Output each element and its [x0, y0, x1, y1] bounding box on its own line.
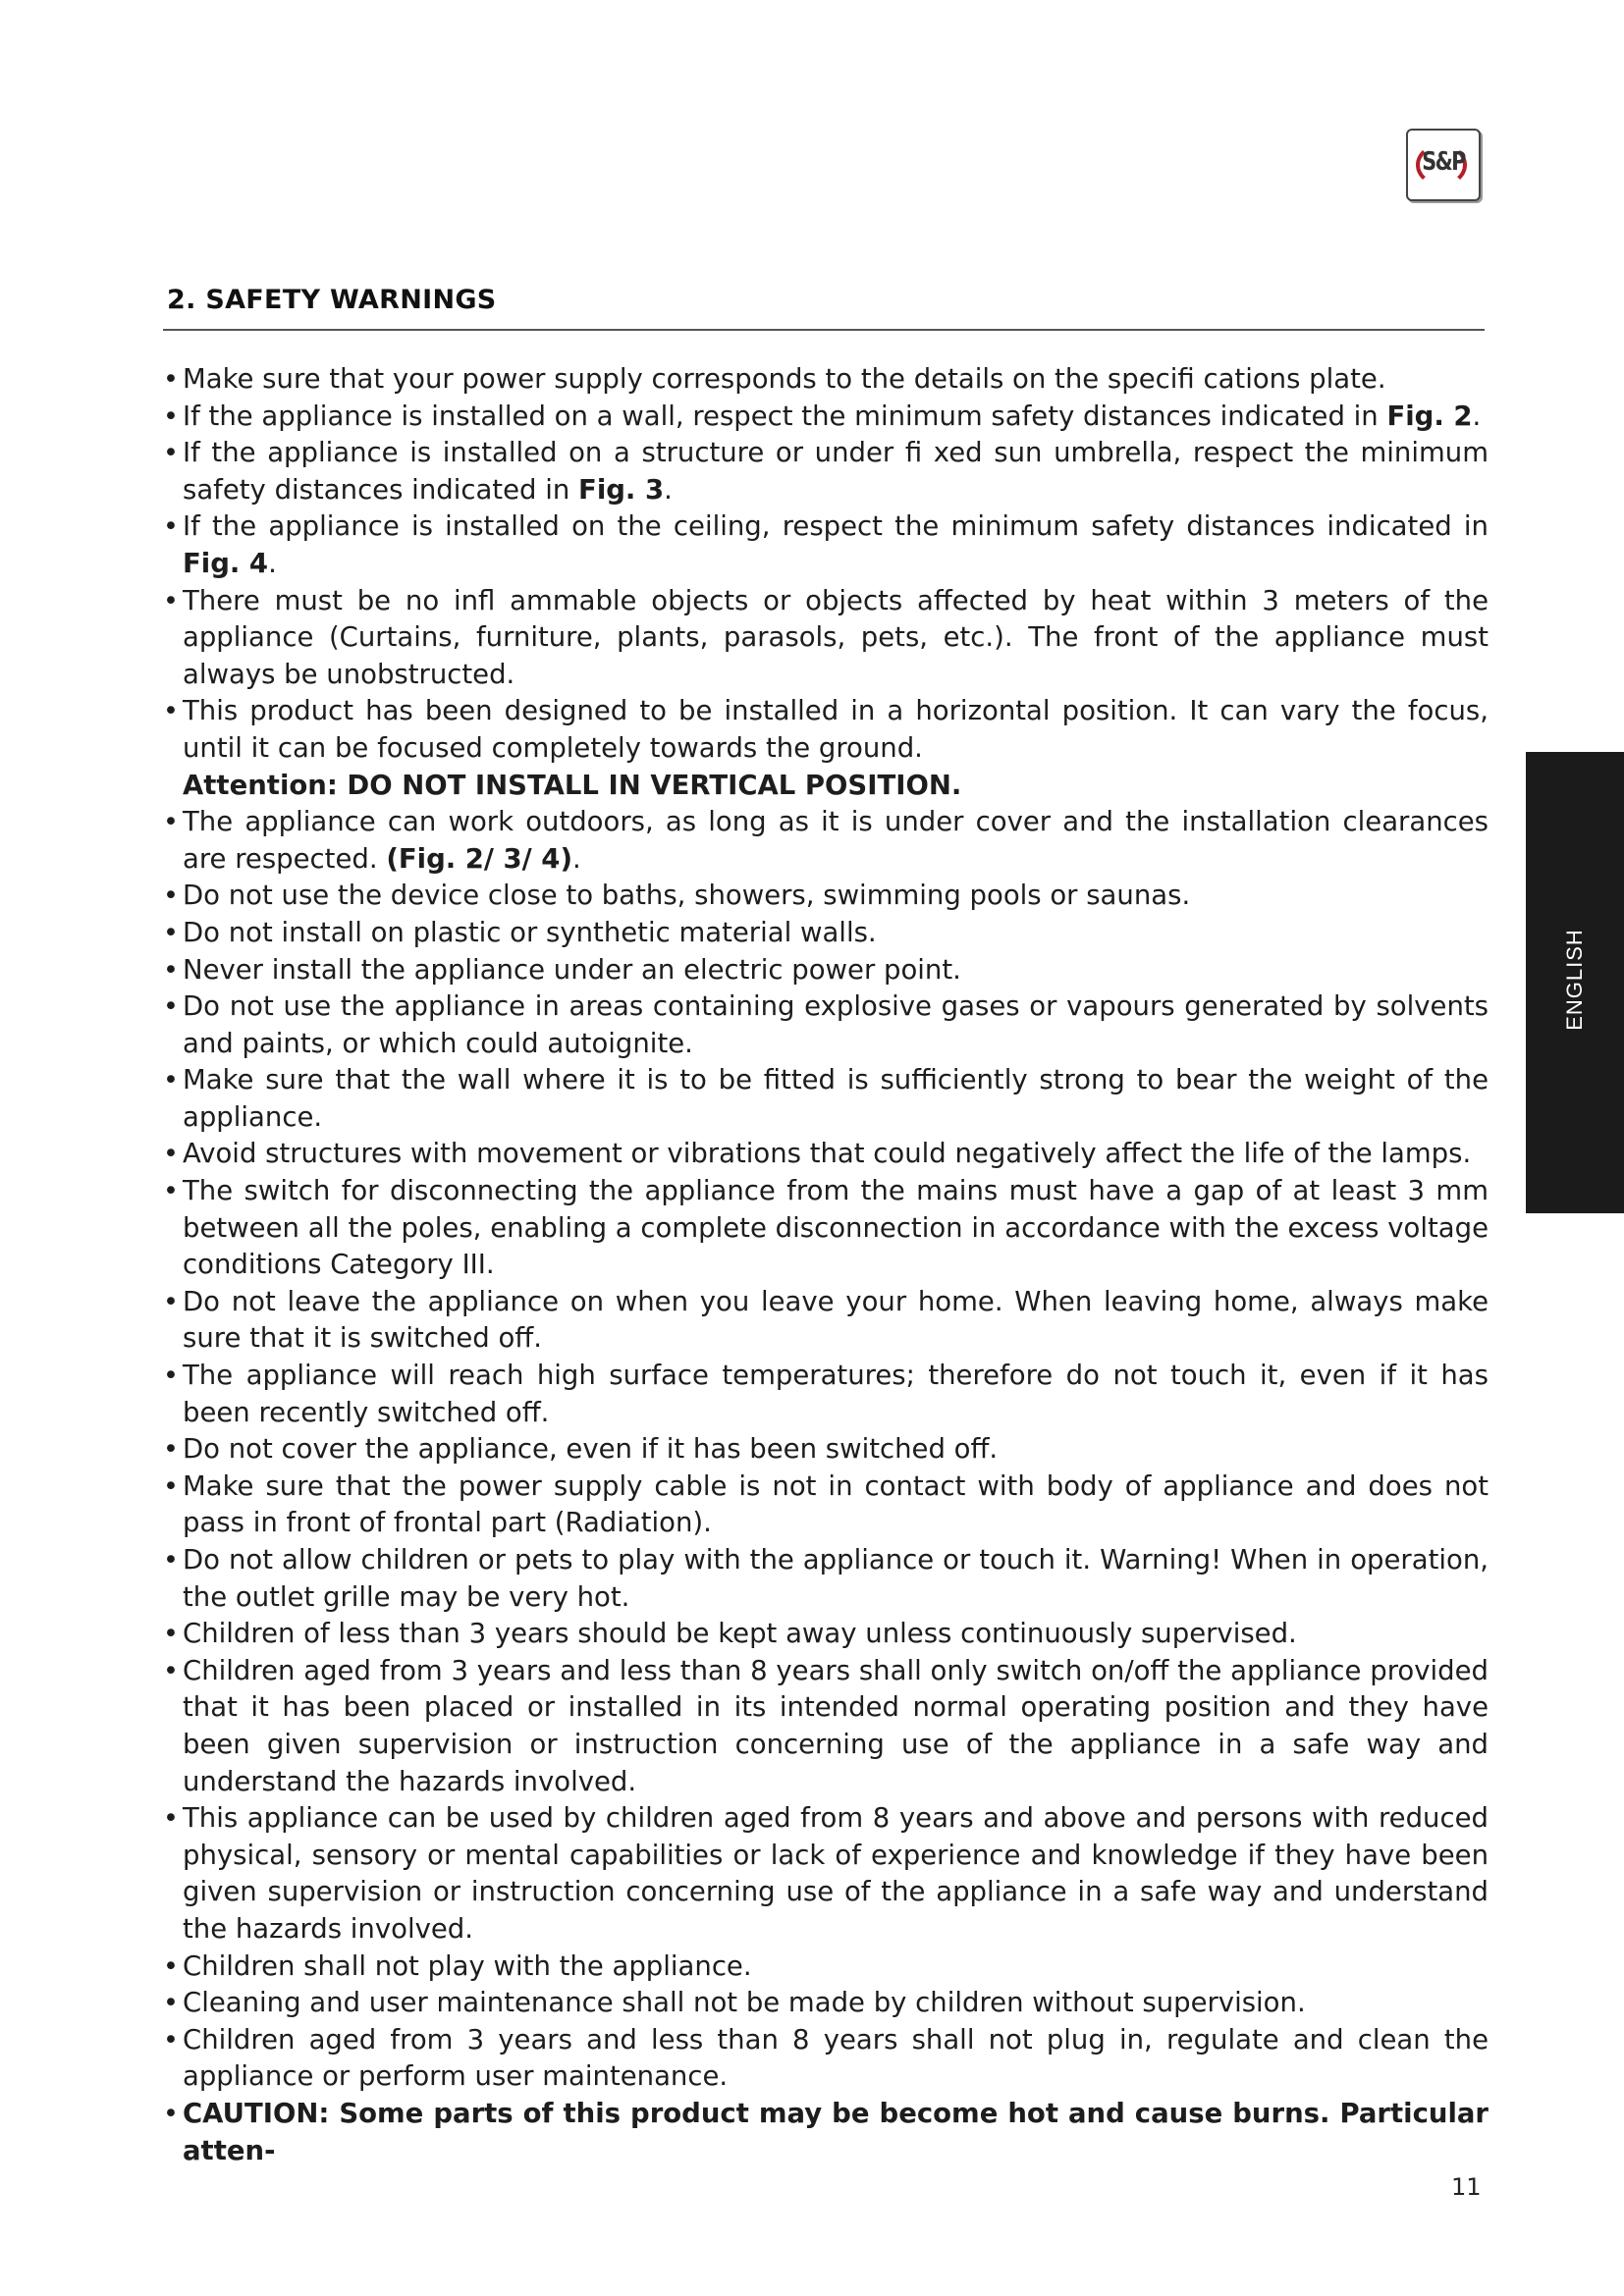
logo-text: S&P: [1422, 147, 1465, 177]
title-divider: [163, 329, 1485, 331]
warning-item: • Children of less than 3 years should be kept away unless continuously supervised.: [163, 1616, 1489, 1653]
warning-item: • If the appliance is installed on a wall, respect the minimum safety distances indicated in Fig. 2.: [163, 399, 1489, 436]
warning-item: • This appliance can be used by children aged from 8 years and above and persons with reduced physical, sensory or mental capabilities or lack of experience and knowledge if they have been given supervision or instruction concerning use of the appliance in a safe way and understand the hazards involved.: [163, 1800, 1489, 1948]
warning-item: • The appliance can work outdoors, as long as it is under cover and the installation clearances are respected. (Fig. 2/ 3/ 4).: [163, 804, 1489, 878]
warning-item: • This product has been designed to be installed in a horizontal position. It can vary the focus, until it can be focused completely towards the ground.: [163, 693, 1489, 767]
warning-item: • Do not use the appliance in areas containing explosive gases or vapours generated by solvents and paints, or which could autoignite.: [163, 988, 1489, 1062]
warning-item: • Do not cover the appliance, even if it has been switched off.: [163, 1431, 1489, 1468]
warning-item: • Children shall not play with the appliance.: [163, 1949, 1489, 1986]
warning-item: • Do not install on plastic or synthetic material walls.: [163, 915, 1489, 952]
attention-note: Attention: DO NOT INSTALL IN VERTICAL POSITION.: [183, 769, 962, 801]
warning-item: • Make sure that your power supply corresponds to the details on the specifi cations plate.: [163, 361, 1489, 399]
warning-item: • Children aged from 3 years and less than 8 years shall only switch on/off the appliance provided that it has been placed or installed in its intended normal operating position and they have been given supervision or instruction concerning use of the appliance in a safe way and understand the hazards involved.: [163, 1653, 1489, 1800]
warning-item: • If the appliance is installed on the ceiling, respect the minimum safety distances indicated in Fig. 4.: [163, 508, 1489, 582]
warning-item: • Do not allow children or pets to play with the appliance or touch it. Warning! When in operation, the outlet grille may be very hot.: [163, 1542, 1489, 1616]
warning-item: • The switch for disconnecting the appliance from the mains must have a gap of at least 3 mm between all the poles, enabling a complete disconnection in accordance with the excess voltage conditions Category III.: [163, 1173, 1489, 1284]
warning-item: • Children aged from 3 years and less than 8 years shall not plug in, regulate and clean the appliance or perform user maintenance.: [163, 2022, 1489, 2096]
warning-item: • Do not leave the appliance on when you leave your home. When leaving home, always make sure that it is switched off.: [163, 1284, 1489, 1358]
warning-item: • Make sure that the wall where it is to be fitted is sufficiently strong to bear the weight of the appliance.: [163, 1062, 1489, 1136]
warning-item: • There must be no infl ammable objects or objects affected by heat within 3 meters of the appliance (Curtains, furniture, plants, parasols, pets, etc.). The front of the appliance must always be unobstructed.: [163, 583, 1489, 694]
language-side-tab: [1526, 752, 1624, 1213]
warning-item: • If the appliance is installed on a structure or under fi xed sun umbrella, respect the minimum safety distances indicated in Fig. 3.: [163, 435, 1489, 508]
warning-item: • Avoid structures with movement or vibrations that could negatively affect the life of the lamps.: [163, 1136, 1489, 1173]
warning-item: • Do not use the device close to baths, showers, swimming pools or saunas.: [163, 878, 1489, 915]
language-label: ENGLISH: [1562, 929, 1587, 1031]
warning-item: • Never install the appliance under an electric power point.: [163, 952, 1489, 989]
section-title: 2. SAFETY WARNINGS: [167, 285, 497, 315]
warning-item: • Make sure that the power supply cable is not in contact with body of appliance and does not pass in front of frontal part (Radiation).: [163, 1468, 1489, 1542]
caution-item: • CAUTION: Some parts of this product may be become hot and cause burns. Particular atten-: [163, 2096, 1489, 2169]
brand-logo: [1406, 129, 1481, 201]
page-number: 11: [1451, 2173, 1482, 2201]
warning-item: • The appliance will reach high surface temperatures; therefore do not touch it, even if it has been recently switched off.: [163, 1358, 1489, 1431]
warning-item: • Cleaning and user maintenance shall not be made by children without supervision.: [163, 1985, 1489, 2022]
safety-warnings-list: [163, 361, 1489, 2169]
